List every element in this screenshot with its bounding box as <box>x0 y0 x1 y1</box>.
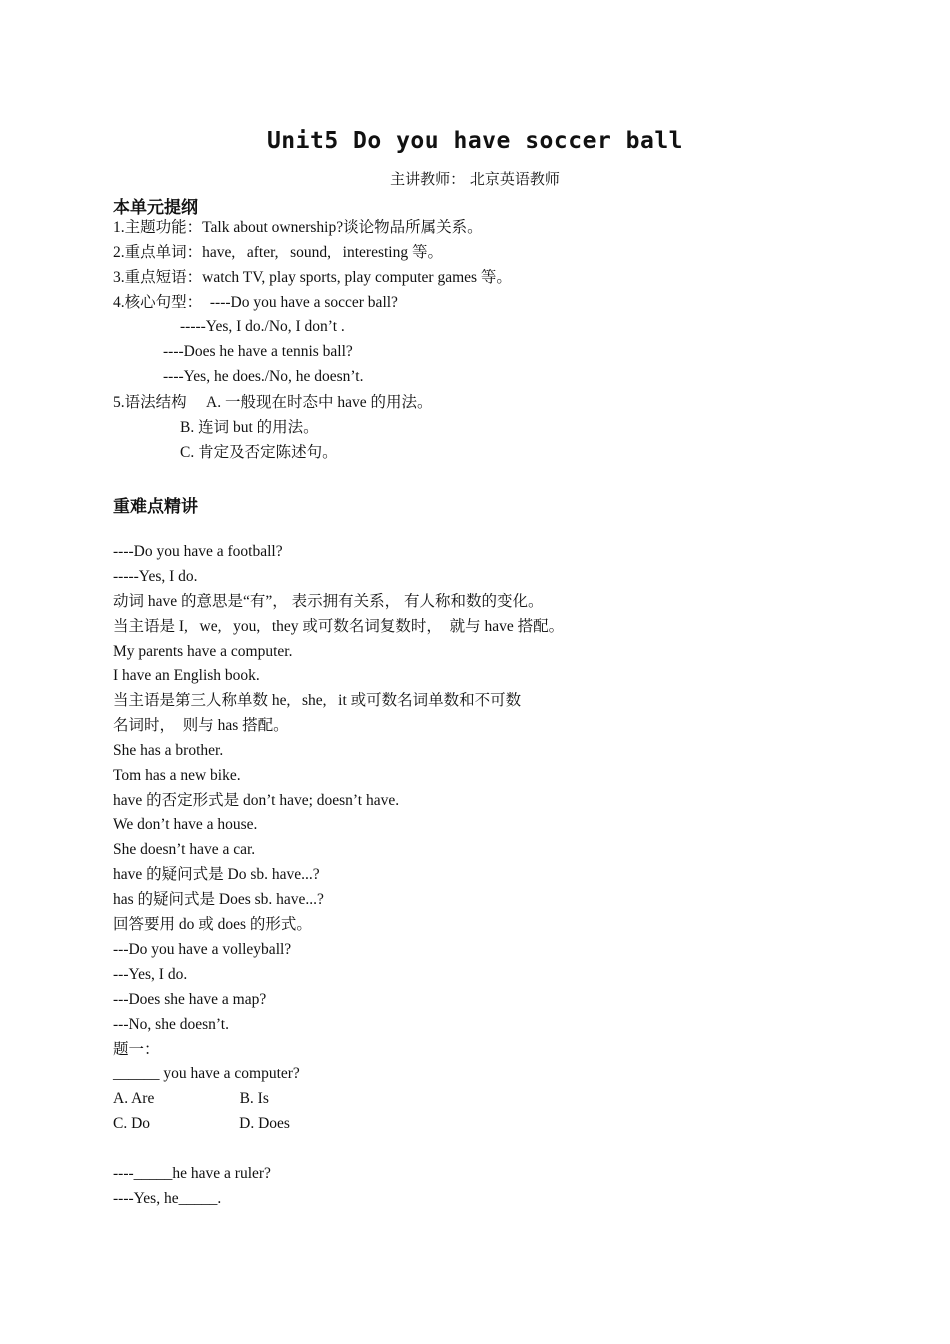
explain-line: She has a brother. <box>113 742 224 759</box>
outline-line: -----Yes, I do./No, I don’t . <box>180 318 345 335</box>
outline-line: B. 连词 but 的用法。 <box>180 419 319 436</box>
explain-line: We don’t have a house. <box>113 816 258 833</box>
explain-line: has 的疑问式是 Does sb. have...? <box>113 891 324 908</box>
outline-line: ----Does he have a tennis ball? <box>163 343 353 360</box>
outline-line: 4.核心句型： ----Do you have a soccer ball? <box>113 294 398 311</box>
explain-line: I have an English book. <box>113 667 260 684</box>
explain-line: ---Do you have a volleyball? <box>113 941 292 958</box>
document-title: Unit5 Do you have soccer ball <box>266 128 684 154</box>
explain-line: 当主语是 I, we, you, they 或可数名词复数时， 就与 have 搭配。 <box>113 618 565 635</box>
exercise-label: 题一： <box>113 1041 160 1058</box>
explain-line: have 的疑问式是 Do sb. have...? <box>113 866 320 883</box>
explain-line: 动词 have 的意思是“有”， 表示拥有关系， 有人称和数的变化。 <box>113 593 544 610</box>
outline-line: 5.语法结构 A. 一般现在时态中 have 的用法。 <box>113 394 433 411</box>
explain-line: 回答要用 do 或 does 的形式。 <box>113 916 312 933</box>
exercise-options: A. Are B. Is <box>113 1090 269 1107</box>
explain-line: ---Yes, I do. <box>113 966 188 983</box>
explain-line: 当主语是第三人称单数 he, she, it 或可数名词单数和不可数 <box>113 692 522 709</box>
outline-heading: 本单元提纲 <box>113 198 198 218</box>
outline-line: 2.重点单词：have, after, sound, interesting 等。 <box>113 244 443 261</box>
exercise-question: ----_____he have a ruler? <box>113 1165 271 1182</box>
explain-heading: 重难点精讲 <box>113 497 198 517</box>
explain-line: ----Do you have a football? <box>113 543 283 560</box>
outline-line: 3.重点短语：watch TV, play sports, play computer games 等。 <box>113 269 512 286</box>
explain-line: 名词时， 则与 has 搭配。 <box>113 717 289 734</box>
teacher-line: 主讲教师： 北京英语教师 <box>390 170 560 188</box>
explain-line: Tom has a new bike. <box>113 767 241 784</box>
exercise-question: ----Yes, he_____. <box>113 1190 222 1207</box>
explain-line: ---No, she doesn’t. <box>113 1016 229 1033</box>
exercise-question: ______ you have a computer? <box>113 1065 300 1082</box>
explain-line: My parents have a computer. <box>113 643 293 660</box>
explain-line: She doesn’t have a car. <box>113 841 256 858</box>
outline-line: C. 肯定及否定陈述句。 <box>180 444 338 461</box>
explain-line: ---Does she have a map? <box>113 991 267 1008</box>
explain-line: have 的否定形式是 don’t have; doesn’t have. <box>113 792 400 809</box>
exercise-options: C. Do D. Does <box>113 1115 290 1132</box>
outline-line: ----Yes, he does./No, he doesn’t. <box>163 368 364 385</box>
explain-line: -----Yes, I do. <box>113 568 198 585</box>
outline-line: 1.主题功能：Talk about ownership?谈论物品所属关系。 <box>113 219 483 236</box>
